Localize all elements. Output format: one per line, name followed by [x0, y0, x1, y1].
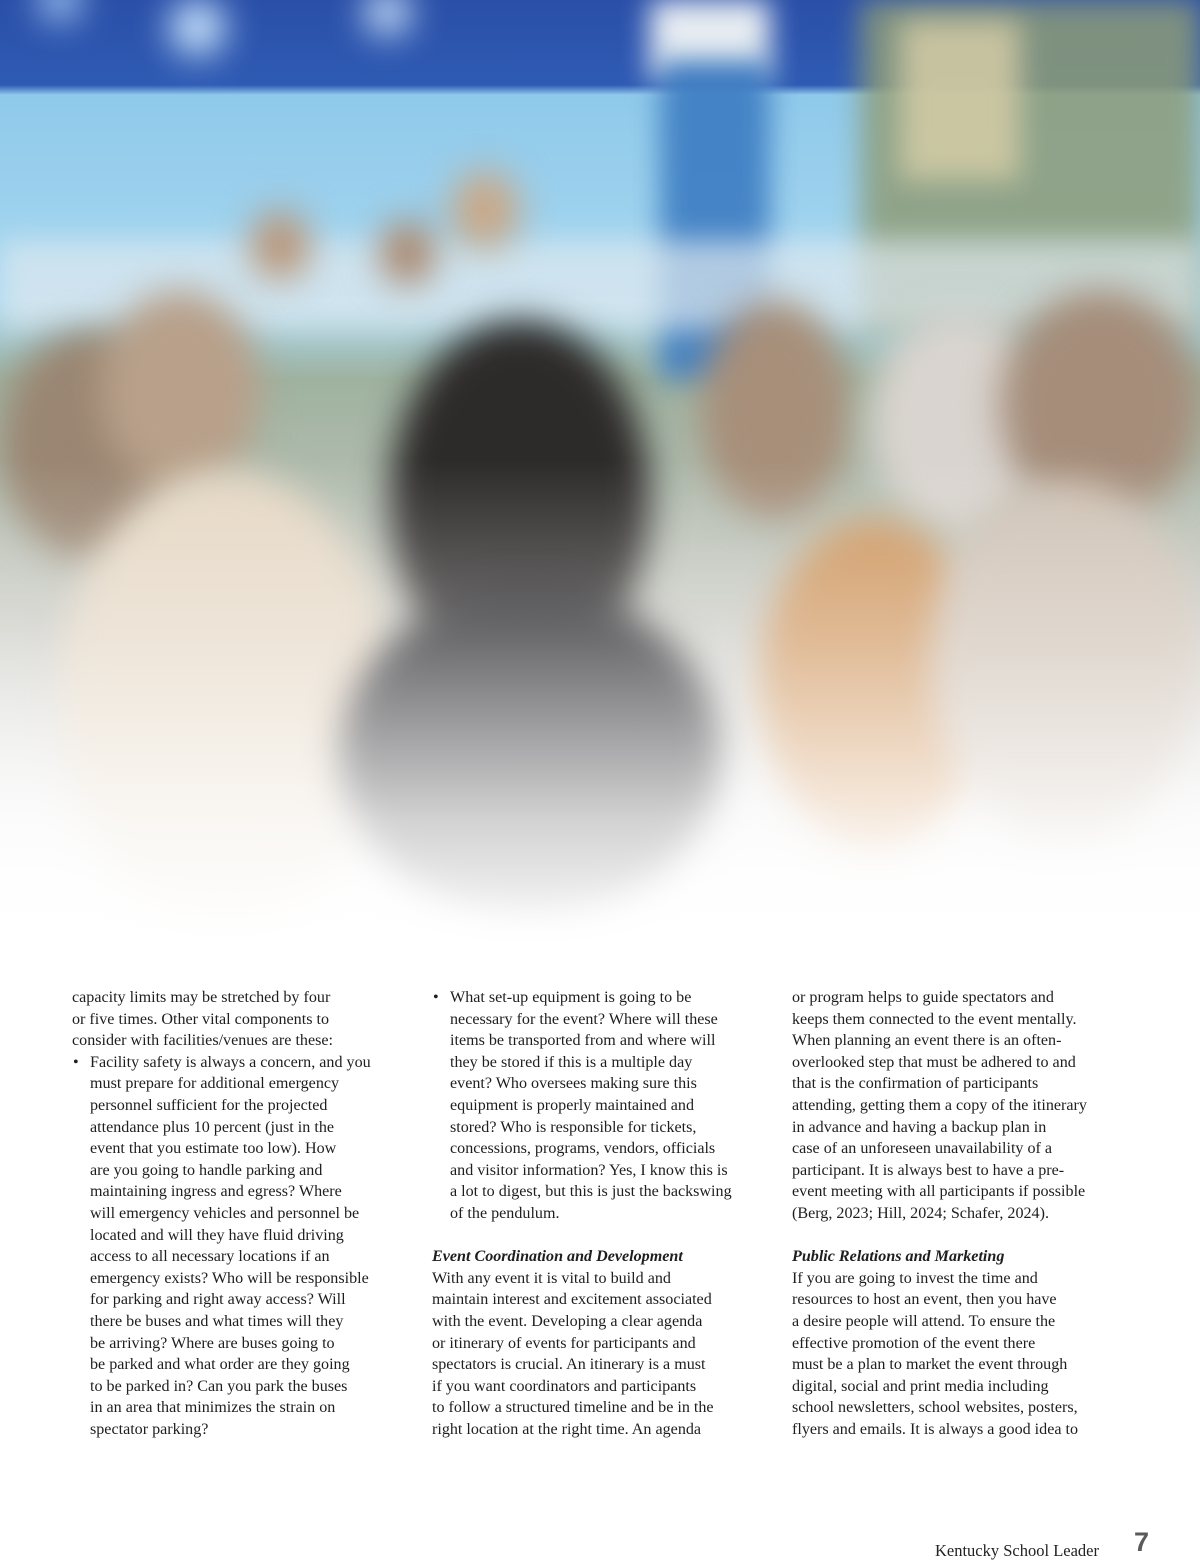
section-heading: Event Coordination and Development — [432, 1248, 683, 1266]
bullet-item: • Facility safety is always a concern, and you must prepare for additional emergency personnel sufficient for the projected attendance plus 10 percent (just in the event that you estimate too low). How are you going to handle parking and maintaining ingress and egress? Where will emergency vehicles and personnel be located and will they have fluid driving access to all necessary locations if an emergency exists? Who will be responsible for parking and right away access? Will there be buses and what times will they be arriving? Where are buses going to be parked and what order are they going to be parked in? Can you park the buses in an area that minimizes the strain on spectator parking? — [72, 1052, 407, 1441]
publication-name: Kentucky School Leader — [934, 1541, 1099, 1560]
paragraph: With any event it is vital to build and maintain interest and excitement associated with the event. Developing a clear agenda or itinerary of events for participants and spectators is crucial. An itinerary is a must if you want coordinators and participants to follow a structured timeline and be in the right location at the right time. An agenda — [432, 1269, 714, 1438]
text-column-1 — [72, 987, 407, 1440]
paragraph: or program helps to guide spectators and keeps them connected to the event mentally. When planning an event there is an often- overlooked step that must be adhered to and that is the confirmation of participants attending, getting them a copy of the itinerary in advance and having a backup plan in case of an unforeseen unavailability of a participant. It is always best to have a pre- event meeting with all participants if possible (Berg, 2023; Hill, 2024; Schafer, 2024). — [792, 989, 1087, 1222]
section-heading: Public Relations and Marketing — [792, 1248, 1005, 1266]
text-column-3 — [792, 987, 1137, 1440]
page-number: 7 — [1133, 1527, 1149, 1557]
bullet-item: • What set-up equipment is going to be necessary for the event? Where will these items be transported from and where will they be stored if this is a multiple day event? Who oversees making sure this equipment is properly maintained and stored? Who is responsible for tickets, concessions, programs, vendors, officials and visitor information? Yes, I know this is a lot to digest, but this is just the backswing of the pendulum. — [432, 987, 777, 1225]
text-column-2 — [432, 987, 777, 1440]
paragraph: capacity limits may be stretched by four or five times. Other vital components to consider with facilities/venues are these: — [72, 989, 333, 1050]
paragraph: If you are going to invest the time and resources to host an event, then you have a desire people will attend. To ensure the effective promotion of the event there must be a plan to market the event through digital, social and print media including school newsletters, school websites, posters, flyers and emails. It is always a good idea to — [792, 1269, 1079, 1438]
